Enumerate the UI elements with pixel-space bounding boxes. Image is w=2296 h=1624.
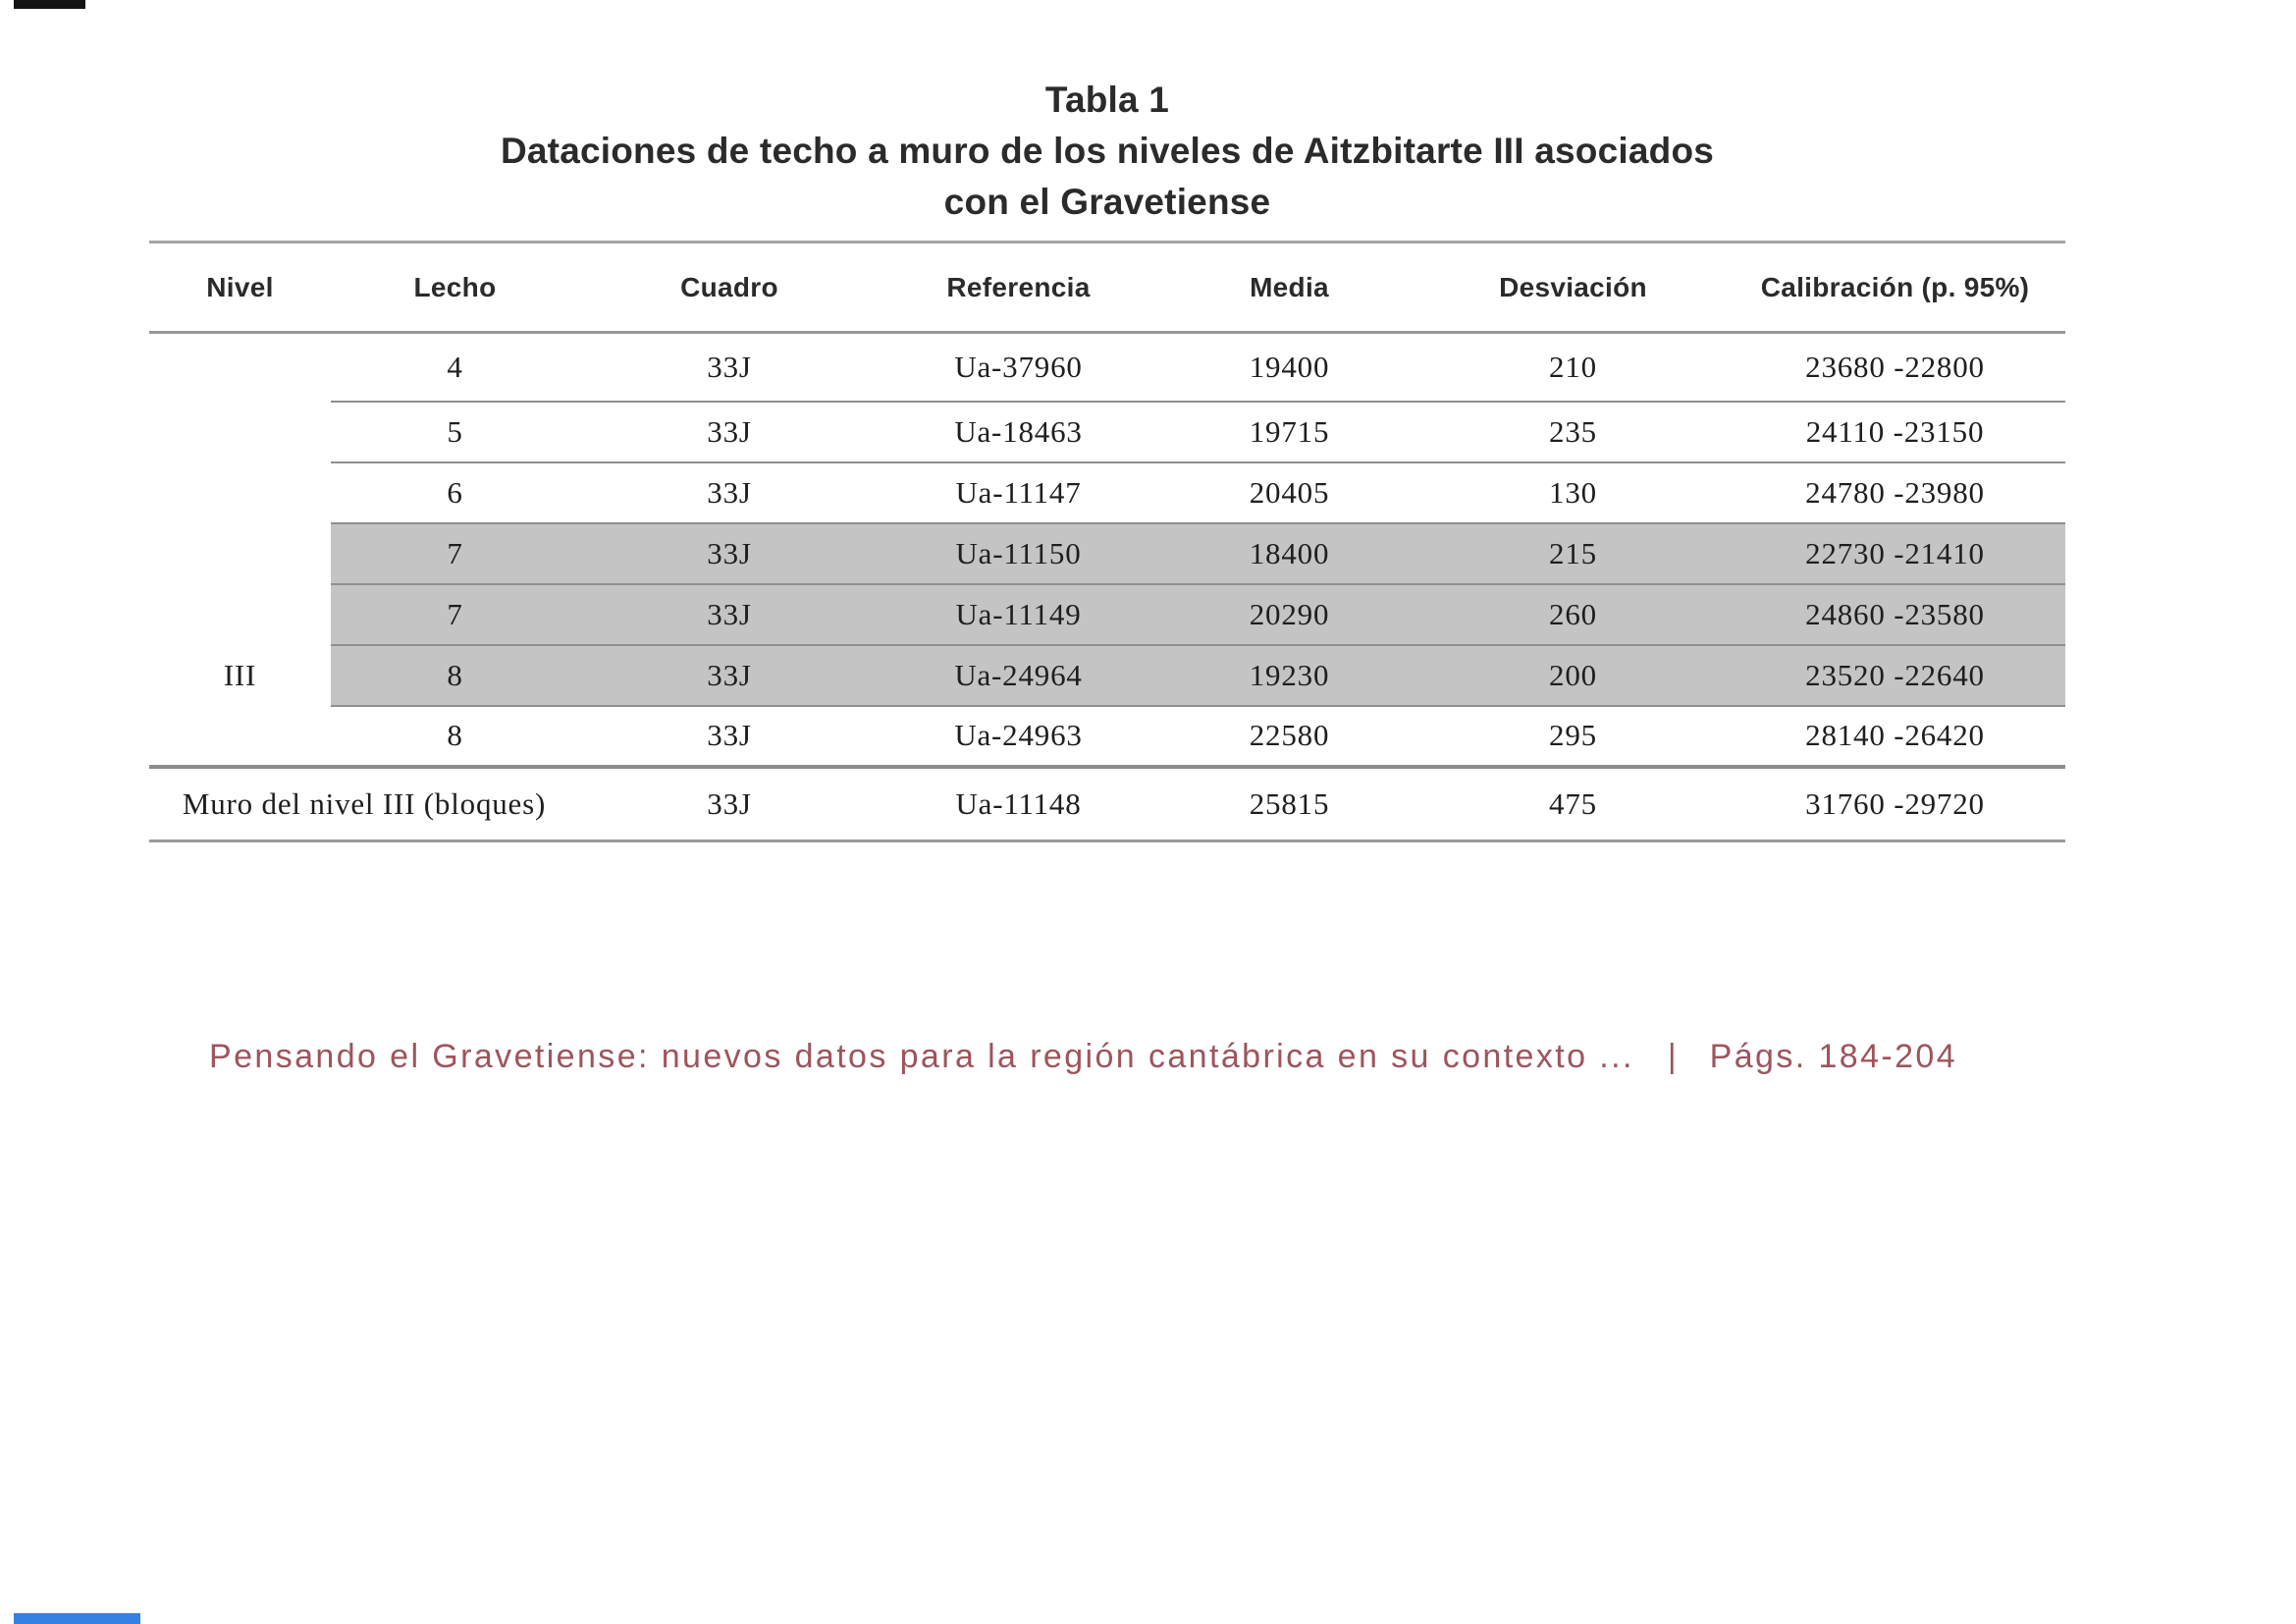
cell-referencia: Ua-11149	[880, 584, 1157, 645]
cell-desviacion: 295	[1421, 706, 1725, 767]
table-title: Tabla 1	[1044, 80, 1170, 120]
column-header-calibracion: Calibración (p. 95%)	[1725, 243, 2065, 333]
cell-desviacion: 260	[1421, 584, 1725, 645]
cell-referencia: Ua-37960	[954, 349, 1083, 384]
table-caption-line1: Dataciones de techo a muro de los niveles de Aitzbitarte III asociados	[500, 131, 1715, 171]
header-row	[149, 243, 2065, 333]
cell-calibracion: 24780 -23980	[1725, 462, 2065, 523]
cell-referencia: Ua-11147	[880, 462, 1157, 523]
cell-desviacion: 215	[1421, 523, 1725, 584]
column-header-media: Media	[1157, 243, 1421, 333]
cell-calibracion: 22730 -21410	[1725, 523, 2065, 584]
cell-muro-label: Muro del nivel III (bloques)	[149, 767, 579, 841]
cell-calibracion: 24860 -23580	[1725, 584, 2065, 645]
cell-media: 19230	[1157, 645, 1421, 706]
cell-calibracion: 28140 -26420	[1725, 706, 2065, 767]
cell-media: 19715	[1157, 402, 1421, 462]
cell-calibracion: 23520 -22640	[1725, 645, 2065, 706]
cell-cuadro: 33J	[579, 462, 880, 523]
cell-nivel	[149, 523, 331, 584]
table-row	[149, 333, 2065, 402]
cell-cuadro: 33J	[579, 584, 880, 645]
column-header-cuadro: Cuadro	[579, 243, 880, 333]
cell-cuadro: 33J	[707, 349, 752, 384]
cell-desviacion: 210	[1549, 349, 1597, 384]
table-caption-line2: con el Gravetiense	[943, 182, 1271, 222]
cell-media: 25815	[1157, 767, 1421, 841]
cell-cuadro: 33J	[579, 645, 880, 706]
cell-nivel	[149, 333, 331, 402]
table-row-highlighted	[149, 523, 2065, 584]
cell-cuadro: 33J	[579, 767, 880, 841]
cell-nivel	[149, 706, 331, 767]
table-caption	[149, 75, 2065, 228]
cell-lecho: 7	[331, 523, 579, 584]
column-header-lecho: Lecho	[331, 243, 579, 333]
running-head-divider: |	[1667, 1038, 1677, 1075]
cell-desviacion: 235	[1421, 402, 1725, 462]
cell-cuadro: 33J	[579, 402, 880, 462]
cell-referencia: Ua-18463	[880, 402, 1157, 462]
page-range: Págs. 184-204	[1709, 1038, 1958, 1075]
cell-referencia: Ua-11150	[880, 523, 1157, 584]
cell-calibracion: 24110 -23150	[1725, 402, 2065, 462]
cell-lecho: 5	[331, 402, 579, 462]
table-row	[149, 706, 2065, 767]
table-row-highlighted	[149, 645, 2065, 706]
table-row	[149, 462, 2065, 523]
cell-desviacion: 130	[1421, 462, 1725, 523]
scrollbar-artifact-bottom	[14, 1613, 140, 1624]
table-footer-row	[149, 767, 2065, 841]
cell-nivel	[149, 584, 331, 645]
window-edge-artifact-top	[14, 0, 85, 9]
column-header-referencia: Referencia	[880, 243, 1157, 333]
cell-calibracion: 23680 -22800	[1805, 349, 1985, 384]
cell-lecho: 4	[447, 349, 463, 384]
cell-media: 19400	[1249, 349, 1330, 384]
cell-referencia: Ua-11148	[880, 767, 1157, 841]
cell-media: 20405	[1157, 462, 1421, 523]
cell-lecho: 7	[331, 584, 579, 645]
cell-lecho: 8	[331, 706, 579, 767]
cell-referencia: Ua-24964	[880, 645, 1157, 706]
cell-referencia: Ua-24963	[880, 706, 1157, 767]
column-header-nivel: Nivel	[149, 243, 331, 333]
cell-desviacion: 475	[1421, 767, 1725, 841]
table-row-highlighted	[149, 584, 2065, 645]
cell-media: 20290	[1157, 584, 1421, 645]
cell-nivel-level-label: III	[223, 657, 257, 692]
cell-desviacion: 200	[1421, 645, 1725, 706]
cell-calibracion: 31760 -29720	[1725, 767, 2065, 841]
cell-nivel	[149, 462, 331, 523]
column-header-desviacion: Desviación	[1421, 243, 1725, 333]
cell-cuadro: 33J	[579, 706, 880, 767]
cell-media: 22580	[1157, 706, 1421, 767]
running-head	[209, 1037, 2094, 1076]
cell-nivel	[149, 402, 331, 462]
cell-media: 18400	[1157, 523, 1421, 584]
table-row	[149, 402, 2065, 462]
running-head-title: Pensando el Gravetiense: nuevos datos para la región cantábrica en su contexto ...	[209, 1038, 1634, 1075]
cell-lecho: 8	[331, 645, 579, 706]
cell-cuadro: 33J	[579, 523, 880, 584]
datations-table	[149, 241, 2065, 842]
cell-lecho: 6	[331, 462, 579, 523]
